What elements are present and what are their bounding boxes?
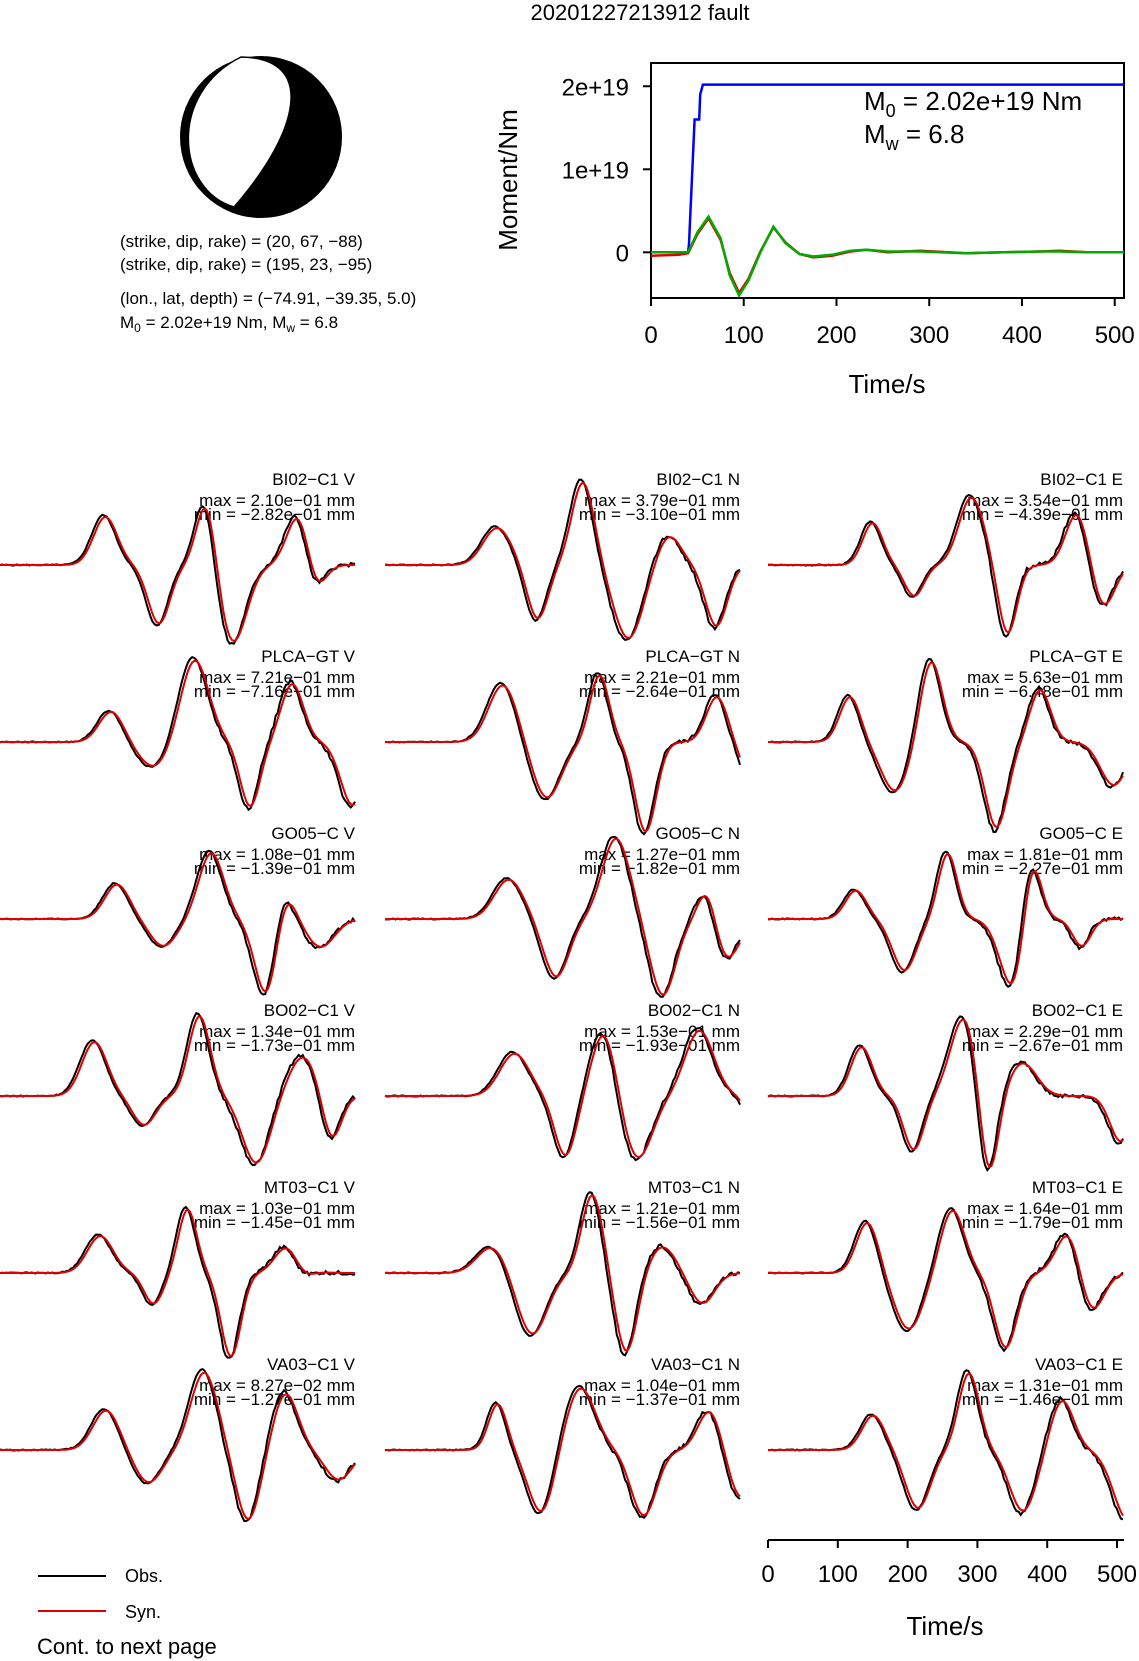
waveform-panel bbox=[385, 1178, 740, 1355]
waveform-max-value: max = 3.54e−01 mm bbox=[967, 491, 1123, 510]
waveform-min-value: min = −4.39e−01 mm bbox=[961, 505, 1123, 524]
waveform-panel bbox=[768, 1178, 1123, 1351]
waveform-station-title: MT03−C1 N bbox=[647, 1178, 740, 1197]
waveform-station-title: GO05−C V bbox=[271, 824, 355, 843]
waveform-grid bbox=[0, 470, 1123, 1521]
waveform-panel bbox=[768, 1355, 1123, 1519]
waveform-station-title: VA03−C1 N bbox=[651, 1355, 740, 1374]
waveform-min-value: min = −1.56e−01 mm bbox=[578, 1213, 740, 1232]
waveform-max-value: max = 3.79e−01 mm bbox=[584, 491, 740, 510]
beachball-icon bbox=[181, 57, 341, 217]
waveform-x-tick-label: 200 bbox=[887, 1561, 928, 1588]
waveform-station-title: MT03−C1 V bbox=[263, 1178, 355, 1197]
waveform-max-value: max = 1.08e−01 mm bbox=[199, 845, 355, 864]
waveform-max-value: max = 1.64e−01 mm bbox=[967, 1199, 1123, 1218]
waveform-panel bbox=[0, 824, 356, 994]
waveform-panel bbox=[768, 647, 1123, 832]
continuation-note: Cont. to next page bbox=[37, 1634, 217, 1659]
waveform-min-value: min = −1.27e−01 mm bbox=[193, 1390, 355, 1409]
waveform-station-title: BO02−C1 E bbox=[1031, 1001, 1123, 1020]
nodal-plane-1: (strike, dip, rake) = (20, 67, −88) bbox=[120, 232, 363, 251]
waveform-station-title: BO02−C1 V bbox=[263, 1001, 355, 1020]
waveform-panel bbox=[0, 647, 356, 810]
waveform-station-title: GO05−C E bbox=[1039, 824, 1123, 843]
waveform-x-tick-label: 300 bbox=[957, 1561, 998, 1588]
waveform-panel bbox=[385, 1001, 740, 1160]
waveform-max-value: max = 2.29e−01 mm bbox=[967, 1022, 1123, 1041]
moment-y-label: Moment/Nm bbox=[493, 109, 523, 251]
waveform-max-value: max = 1.81e−01 mm bbox=[967, 845, 1123, 864]
waveform-x-tick-label: 100 bbox=[817, 1561, 858, 1588]
waveform-panel bbox=[768, 470, 1123, 637]
waveform-panel bbox=[0, 1355, 356, 1521]
waveform-station-title: VA03−C1 E bbox=[1034, 1355, 1123, 1374]
waveform-panel bbox=[385, 470, 740, 640]
waveform-x-tick-label: 500 bbox=[1096, 1561, 1138, 1588]
waveform-panel bbox=[385, 647, 740, 834]
waveform-max-value: max = 1.03e−01 mm bbox=[199, 1199, 355, 1218]
waveform-panel bbox=[385, 824, 740, 997]
page-title: 20201227213912 fault bbox=[530, 0, 750, 25]
waveform-max-value: max = 1.27e−01 mm bbox=[584, 845, 740, 864]
waveform-min-value: min = −1.82e−01 mm bbox=[578, 859, 740, 878]
legend-obs-label: Obs. bbox=[125, 1566, 164, 1586]
waveform-min-value: min = −2.67e−01 mm bbox=[961, 1036, 1123, 1055]
waveform-max-value: max = 1.04e−01 mm bbox=[584, 1376, 740, 1395]
waveform-min-value: min = −6.48e−01 mm bbox=[961, 682, 1123, 701]
waveform-x-label: Time/s bbox=[906, 1611, 984, 1641]
waveform-station-title: PLCA−GT V bbox=[261, 647, 355, 666]
waveform-station-title: BI02−C1 N bbox=[656, 470, 740, 489]
waveform-max-value: max = 8.27e−02 mm bbox=[199, 1376, 355, 1395]
waveform-panel bbox=[385, 1355, 740, 1518]
waveform-min-value: min = −1.73e−01 mm bbox=[193, 1036, 355, 1055]
legend-syn-label: Syn. bbox=[125, 1602, 162, 1622]
waveform-min-value: min = −3.10e−01 mm bbox=[578, 505, 740, 524]
moment-series-line-2 bbox=[651, 217, 1124, 296]
waveform-min-value: min = −1.79e−01 mm bbox=[961, 1213, 1123, 1232]
moment-y-tick-label: 1e+19 bbox=[561, 157, 629, 185]
waveform-panel bbox=[0, 470, 356, 644]
moment-chart bbox=[493, 63, 1135, 399]
waveform-time-axis bbox=[761, 1540, 1137, 1588]
waveform-station-title: MT03−C1 E bbox=[1031, 1178, 1123, 1197]
waveform-panel bbox=[768, 824, 1123, 987]
legend bbox=[38, 1566, 163, 1622]
moment-x-label: Time/s bbox=[848, 369, 926, 399]
waveform-min-value: min = −2.27e−01 mm bbox=[961, 859, 1123, 878]
waveform-station-title: PLCA−GT E bbox=[1029, 647, 1123, 666]
waveform-min-value: min = −1.45e−01 mm bbox=[193, 1213, 355, 1232]
waveform-min-value: min = −1.37e−01 mm bbox=[578, 1390, 740, 1409]
waveform-min-value: min = −2.82e−01 mm bbox=[193, 505, 355, 524]
moment-series-line-1 bbox=[651, 218, 1124, 293]
waveform-max-value: max = 1.21e−01 mm bbox=[584, 1199, 740, 1218]
waveform-max-value: max = 7.21e−01 mm bbox=[199, 668, 355, 687]
waveform-station-title: BI02−C1 E bbox=[1040, 470, 1123, 489]
waveform-station-title: BO02−C1 N bbox=[647, 1001, 740, 1020]
waveform-max-value: max = 1.34e−01 mm bbox=[199, 1022, 355, 1041]
moment-x-tick-label: 200 bbox=[816, 322, 857, 349]
waveform-min-value: min = −1.46e−01 mm bbox=[961, 1390, 1123, 1409]
waveform-max-value: max = 1.31e−01 mm bbox=[967, 1376, 1123, 1395]
waveform-max-value: max = 5.63e−01 mm bbox=[967, 668, 1123, 687]
moment-y-tick-label: 0 bbox=[615, 240, 629, 268]
waveform-station-title: PLCA−GT N bbox=[645, 647, 740, 666]
moment-x-tick-label: 500 bbox=[1094, 322, 1135, 349]
waveform-min-value: min = −1.39e−01 mm bbox=[193, 859, 355, 878]
moment-x-tick-label: 400 bbox=[1001, 322, 1043, 349]
moment-x-tick-label: 300 bbox=[909, 322, 950, 349]
waveform-min-value: min = −2.64e−01 mm bbox=[578, 682, 740, 701]
moment-y-tick-label: 2e+19 bbox=[561, 74, 629, 102]
moment-x-tick-label: 0 bbox=[644, 322, 658, 349]
waveform-station-title: VA03−C1 V bbox=[266, 1355, 355, 1374]
waveform-station-title: GO05−C N bbox=[655, 824, 740, 843]
moment-mw-annotation: $M_w = 6.8$ bbox=[864, 119, 965, 154]
waveform-max-value: max = 1.53e−01 mm bbox=[584, 1022, 740, 1041]
waveform-x-tick-label: 0 bbox=[761, 1561, 775, 1588]
waveform-synthetic-line bbox=[385, 1031, 740, 1157]
moment-magnitude-line: $M_0 = 2.02e+19$ Nm, $M_w = 6.8$ bbox=[120, 313, 339, 335]
nodal-plane-2: (strike, dip, rake) = (195, 23, −95) bbox=[120, 255, 373, 274]
waveform-panel bbox=[768, 1001, 1123, 1170]
waveform-min-value: min = −7.16e−01 mm bbox=[193, 682, 355, 701]
moment-m0-annotation: $M_0 = 2.02e+19$ Nm bbox=[864, 86, 1083, 121]
waveform-panel bbox=[0, 1178, 356, 1358]
moment-x-tick-label: 100 bbox=[723, 322, 764, 349]
waveform-max-value: max = 2.21e−01 mm bbox=[584, 668, 740, 687]
waveform-x-tick-label: 400 bbox=[1027, 1561, 1068, 1588]
waveform-min-value: min = −1.93e−01 mm bbox=[578, 1036, 740, 1055]
waveform-max-value: max = 2.10e−01 mm bbox=[199, 491, 355, 510]
waveform-station-title: BI02−C1 V bbox=[272, 470, 355, 489]
waveform-panel bbox=[0, 1001, 356, 1165]
hypocenter-location: (lon., lat, depth) = (−74.91, −39.35, 5.0) bbox=[120, 289, 417, 308]
